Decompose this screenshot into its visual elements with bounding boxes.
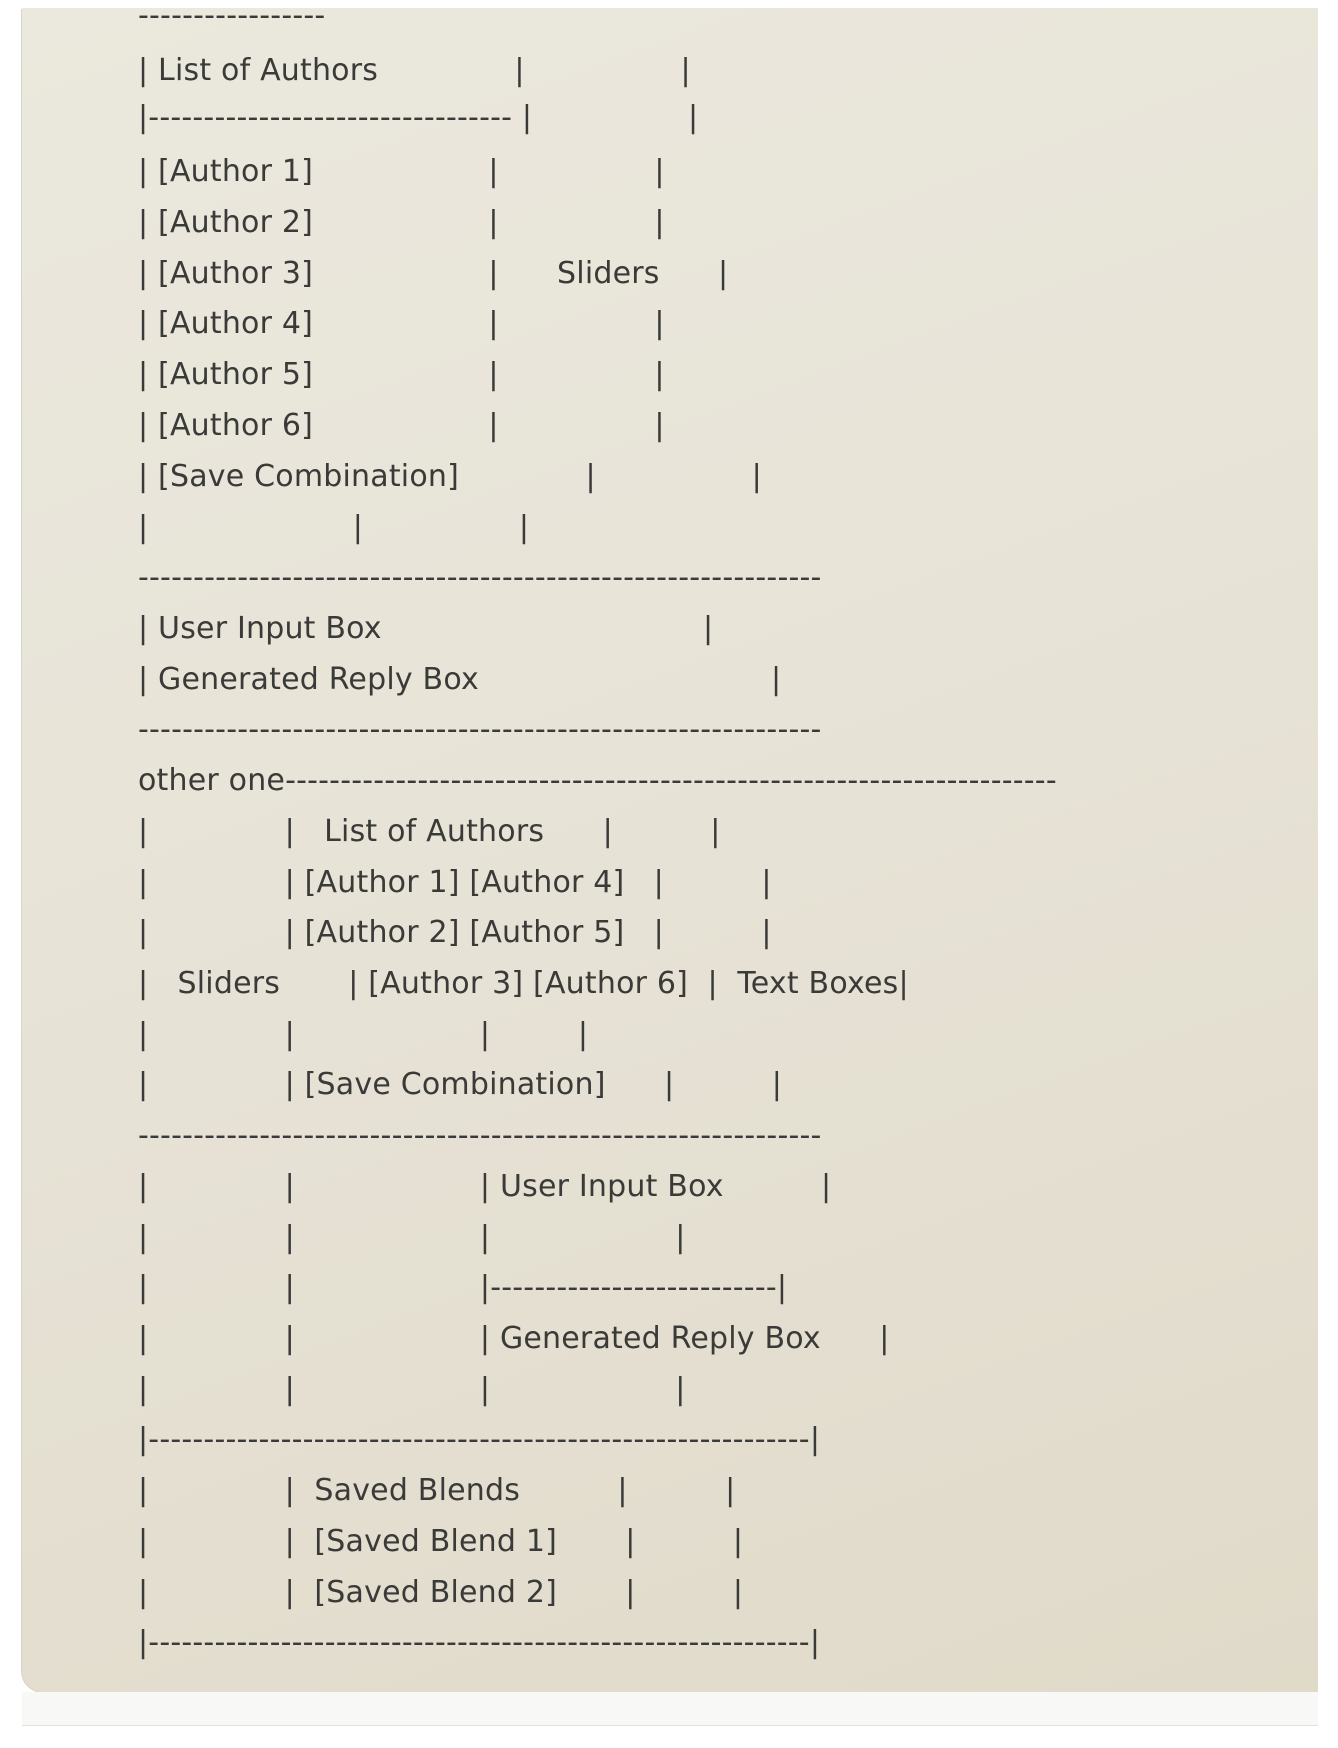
- text-line: --------------------------------------------------------------: [138, 712, 822, 747]
- text-line: | | | Generated Reply Box |: [138, 1321, 890, 1356]
- text-line: | | [Save Combination] | |: [138, 1067, 782, 1102]
- text-line: | | | |: [138, 1220, 686, 1255]
- text-line: |------------------------------------------------------------|: [138, 1422, 821, 1457]
- text-line: |--------------------------------- | |: [138, 100, 699, 135]
- text-line: | | |: [138, 510, 530, 545]
- text-line: | | [Author 1] [Author 4] | |: [138, 865, 772, 900]
- ascii-layout-text: [138, 0, 1198, 1690]
- text-line: | | | |: [138, 1017, 589, 1052]
- text-line: --------------------------------------------------------------: [138, 1118, 822, 1153]
- text-line: | [Author 5] | |: [138, 357, 665, 392]
- text-line: | [Author 2] | |: [138, 205, 665, 240]
- text-line: | [Author 4] | |: [138, 306, 665, 341]
- text-line: | | [Saved Blend 2] | |: [138, 1575, 744, 1610]
- text-line: | Generated Reply Box |: [138, 662, 782, 697]
- text-line: | | Saved Blends | |: [138, 1473, 736, 1508]
- text-line: | | |--------------------------|: [138, 1270, 788, 1305]
- text-line: | User Input Box |: [138, 611, 714, 646]
- text-line: -----------------: [138, 0, 326, 33]
- text-line: other one----------------------------------------------------------------------: [138, 763, 1057, 798]
- text-line: | Sliders | [Author 3] [Author 6] | Text Boxes|: [138, 966, 909, 1001]
- text-line: | | [Saved Blend 1] | |: [138, 1524, 744, 1559]
- text-line: | [Author 6] | |: [138, 408, 665, 443]
- text-line: | | [Author 2] [Author 5] | |: [138, 915, 772, 950]
- text-line: | [Save Combination] | |: [138, 459, 762, 494]
- text-line: | | | User Input Box |: [138, 1169, 832, 1204]
- text-line: | | | |: [138, 1372, 686, 1407]
- text-line: | List of Authors | |: [138, 53, 691, 88]
- text-line: --------------------------------------------------------------: [138, 560, 822, 595]
- text-line: | [Author 1] | |: [138, 154, 665, 189]
- text-line: | [Author 3] | Sliders |: [138, 256, 729, 291]
- text-line: |------------------------------------------------------------|: [138, 1625, 821, 1660]
- text-line: | | List of Authors | |: [138, 814, 721, 849]
- panel-footer-strip: [22, 1692, 1318, 1726]
- divider: [22, 1725, 1318, 1726]
